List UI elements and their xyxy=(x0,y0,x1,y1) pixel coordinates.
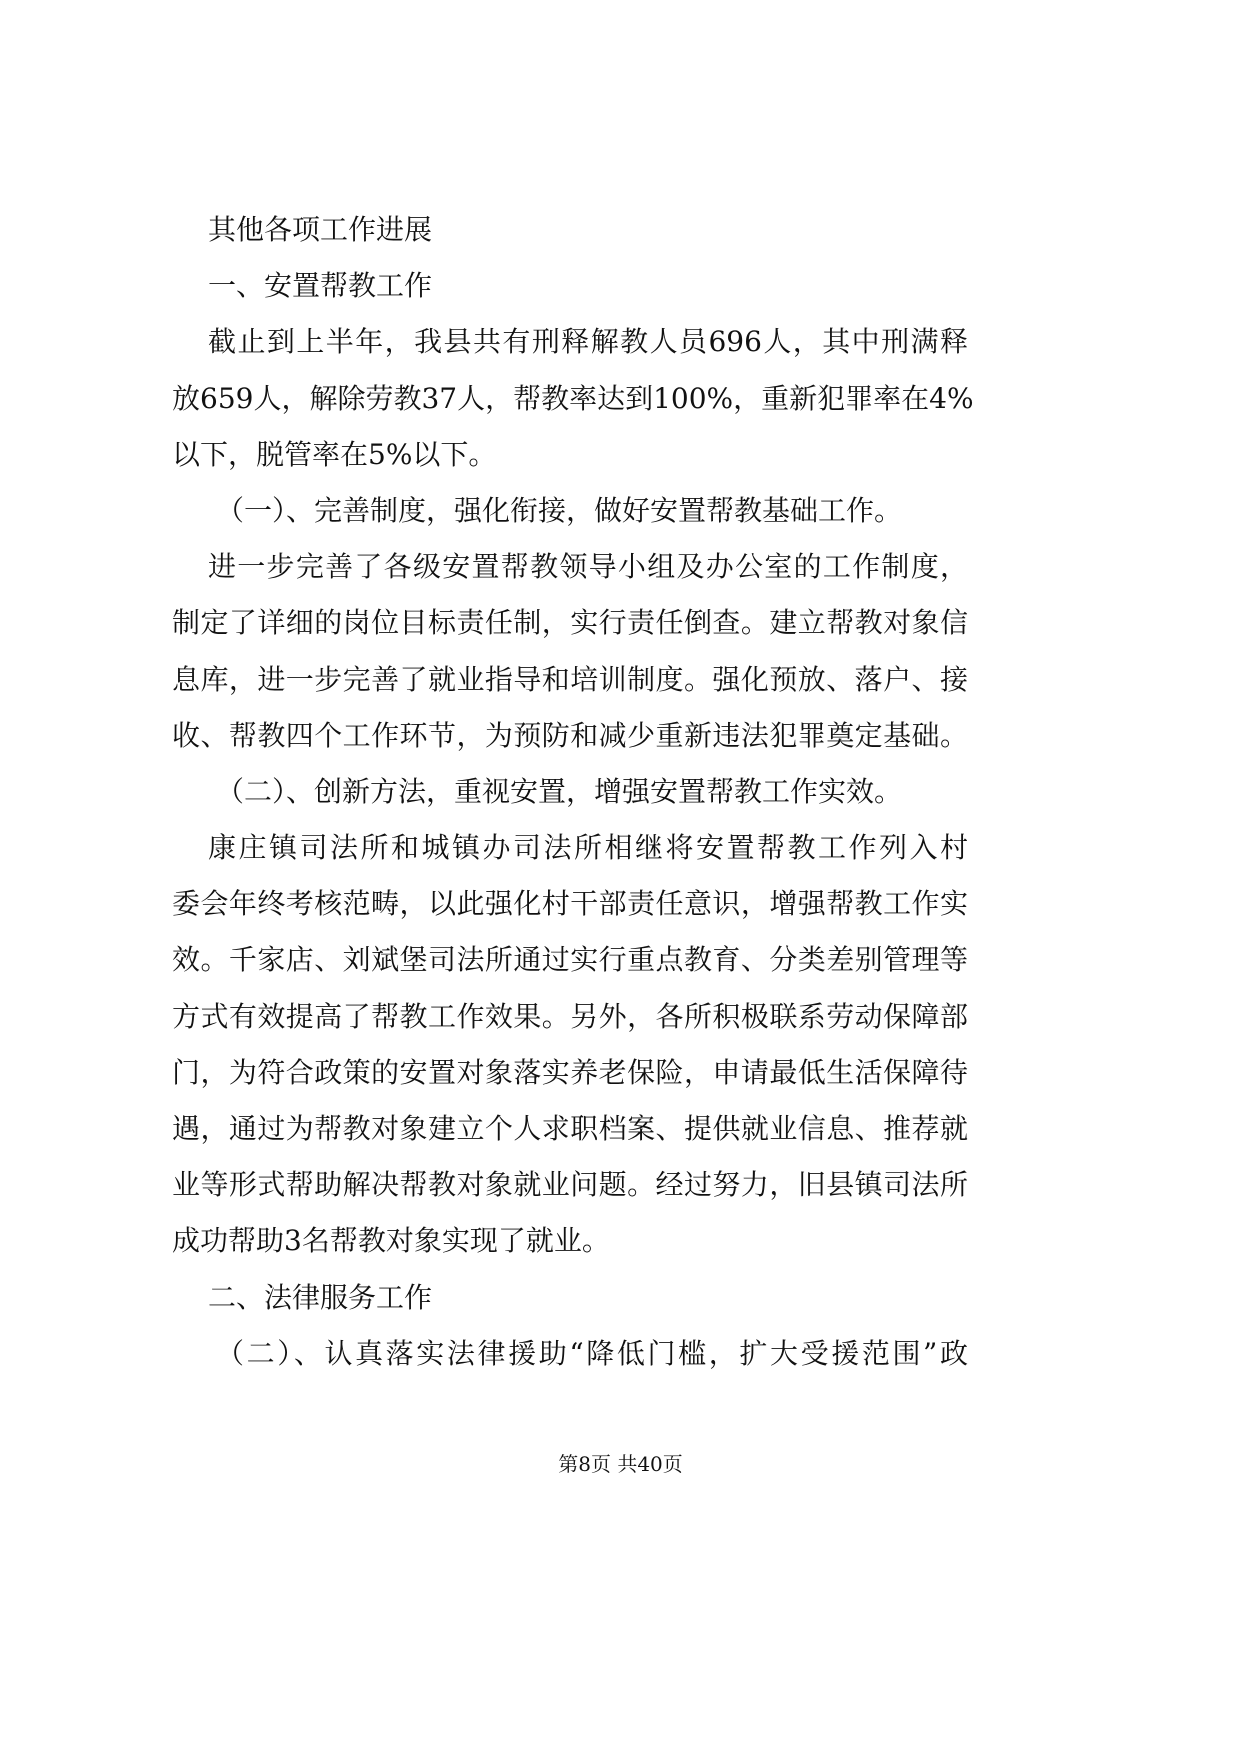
subheading-3: （二）、认真落实法律援助“降低门槛，扩大受援范围”政 xyxy=(216,1336,968,1370)
heading-2: 二、法律服务工作 xyxy=(208,1280,433,1314)
paragraph-line: 遇，通过为帮教对象建立个人求职档案、提供就业信息、推荐就 xyxy=(172,1112,968,1145)
paragraph-line: 截止到上半年，我县共有刑释解教人员696人，其中刑满释 xyxy=(208,325,968,359)
paragraph-line: 效。千家店、刘斌堡司法所通过实行重点教育、分类差别管理等 xyxy=(172,943,968,977)
section-title: 其他各项工作进展 xyxy=(208,213,433,246)
paragraph-line: 成功帮助3名帮教对象实现了就业。 xyxy=(172,1224,610,1258)
paragraph-line: 收、帮教四个工作环节，为预防和减少重新违法犯罪奠定基础。 xyxy=(172,718,968,752)
paragraph-line: 以下，脱管率在5%以下。 xyxy=(172,437,497,471)
body-text xyxy=(172,210,974,1390)
paragraph-line: 业等形式帮助解决帮教对象就业问题。经过努力，旧县镇司法所 xyxy=(172,1168,968,1202)
paragraph-line: 进一步完善了各级安置帮教领导小组及办公室的工作制度， xyxy=(208,550,968,584)
paragraph-line: 门，为符合政策的安置对象落实养老保险，申请最低生活保障待 xyxy=(172,1055,968,1089)
paragraph-line: 放659人，解除劳教37人，帮教率达到100%，重新犯罪率在4% xyxy=(172,381,974,415)
paragraph-line: 方式有效提高了帮教工作效果。另外，各所积极联系劳动保障部 xyxy=(172,999,968,1033)
page-footer: 第8页 共40页 xyxy=(558,1452,683,1476)
paragraph-line: 息库，进一步完善了就业指导和培训制度。强化预放、落户、接 xyxy=(172,662,968,696)
paragraph-line: 制定了详细的岗位目标责任制，实行责任倒查。建立帮教对象信 xyxy=(172,606,968,640)
paragraph-line: 委会年终考核范畴，以此强化村干部责任意识，增强帮教工作实 xyxy=(172,887,968,921)
subheading-2: （二）、创新方法，重视安置，增强安置帮教工作实效。 xyxy=(216,774,903,808)
paragraph-line: 康庄镇司法所和城镇办司法所相继将安置帮教工作列入村 xyxy=(208,831,968,865)
heading-1: 一、安置帮教工作 xyxy=(208,269,433,303)
subheading-1: （一）、完善制度，强化衔接，做好安置帮教基础工作。 xyxy=(216,493,903,527)
